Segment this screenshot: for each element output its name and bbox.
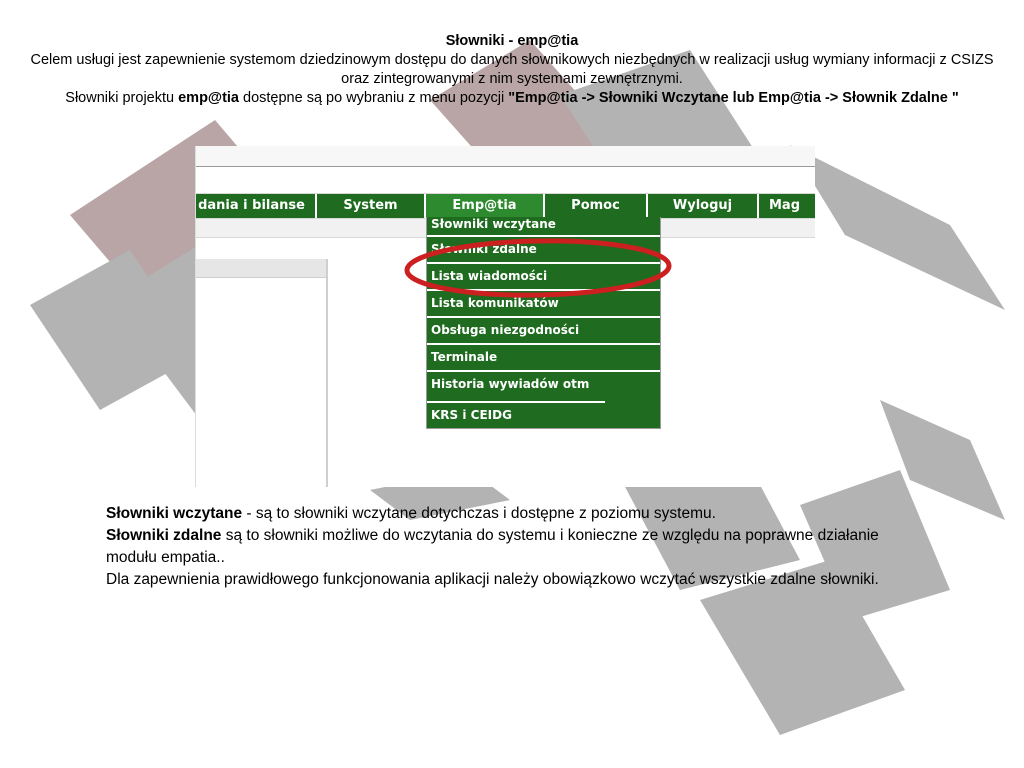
explanation-text — [106, 503, 906, 591]
menu-item-system[interactable]: System — [317, 194, 426, 218]
highlight-ring — [402, 237, 674, 299]
menu-item-mag[interactable]: Mag — [759, 194, 815, 218]
term-slowniki-wczytane: Słowniki wczytane — [106, 505, 243, 522]
definition-zdalne — [106, 525, 906, 569]
dropdown-item-slowniki-zdalne[interactable]: Słowniki zdalne — [427, 237, 660, 264]
menu-item-empatia[interactable]: Emp@tia — [426, 194, 545, 218]
side-panel — [196, 259, 328, 487]
dropdown-item-obsluga-niezgodnosci[interactable]: Obsługa niezgodności — [427, 318, 660, 345]
dropdown-item-lista-wiadomosci[interactable]: Lista wiadomości — [427, 264, 660, 291]
intro-text-part: Słowniki projektu — [65, 90, 179, 106]
intro-text: Celem usługi jest zapewnienie systemom dziedzinowym dostępu do danych słownikowych niezbędnych w realizacji usług wymiany informacji z CSIZS oraz zintegrowanymi z nim systemami zewnętrznymi. — [30, 52, 994, 87]
decorative-shape-gray — [790, 145, 1005, 310]
definition-text: - są to słowniki wczytane dotychczas i dostępne z poziomu systemu. — [242, 505, 716, 522]
menu-item-wyloguj[interactable]: Wyloguj — [648, 194, 759, 218]
dropdown-item-krs-ceidg[interactable]: KRS i CEIDG — [431, 408, 512, 422]
term-slowniki-zdalne: Słowniki zdalne — [106, 527, 222, 544]
app-screenshot — [195, 146, 815, 487]
page-title: Słowniki - emp@tia — [445, 33, 579, 49]
menu-item-pomoc[interactable]: Pomoc — [545, 194, 648, 218]
side-panel-header — [196, 259, 326, 278]
dropdown-item-terminale[interactable]: Terminale — [427, 345, 660, 372]
dropdown-item-lista-komunikatow[interactable]: Lista komunikatów — [427, 291, 660, 318]
highlight-ellipse — [407, 239, 670, 298]
requirement-note: Dla zapewnienia prawidłowego funkcjonowania aplikacji należy obowiązkowo wczytać wszystkie zdalne słowniki. — [106, 571, 879, 588]
menu-item-sprawozdania[interactable]: dania i bilanse — [195, 194, 317, 218]
main-menu — [196, 193, 815, 219]
definition-wczytane — [106, 503, 906, 525]
menu-path: "Emp@tia -> Słowniki Wczytane lub Emp@tia -> Słownik Zdalne " — [508, 90, 959, 106]
dropdown-item-historia-wywiadow[interactable]: Historia wywiadów otm — [427, 372, 605, 403]
dropdown-item-slowniki-wczytane[interactable]: Słowniki wczytane — [427, 217, 660, 237]
app-topbar — [196, 146, 815, 167]
definition-text: są to słowniki możliwe do wczytania do systemu i konieczne ze względu na poprawne działanie modułu empatia.. — [106, 527, 879, 566]
menu-path-text — [20, 89, 1004, 108]
intro-text-part: dostępne są po wybraniu z menu pozycji — [238, 90, 509, 106]
header — [20, 32, 1004, 108]
product-name: emp@tia — [178, 90, 239, 106]
